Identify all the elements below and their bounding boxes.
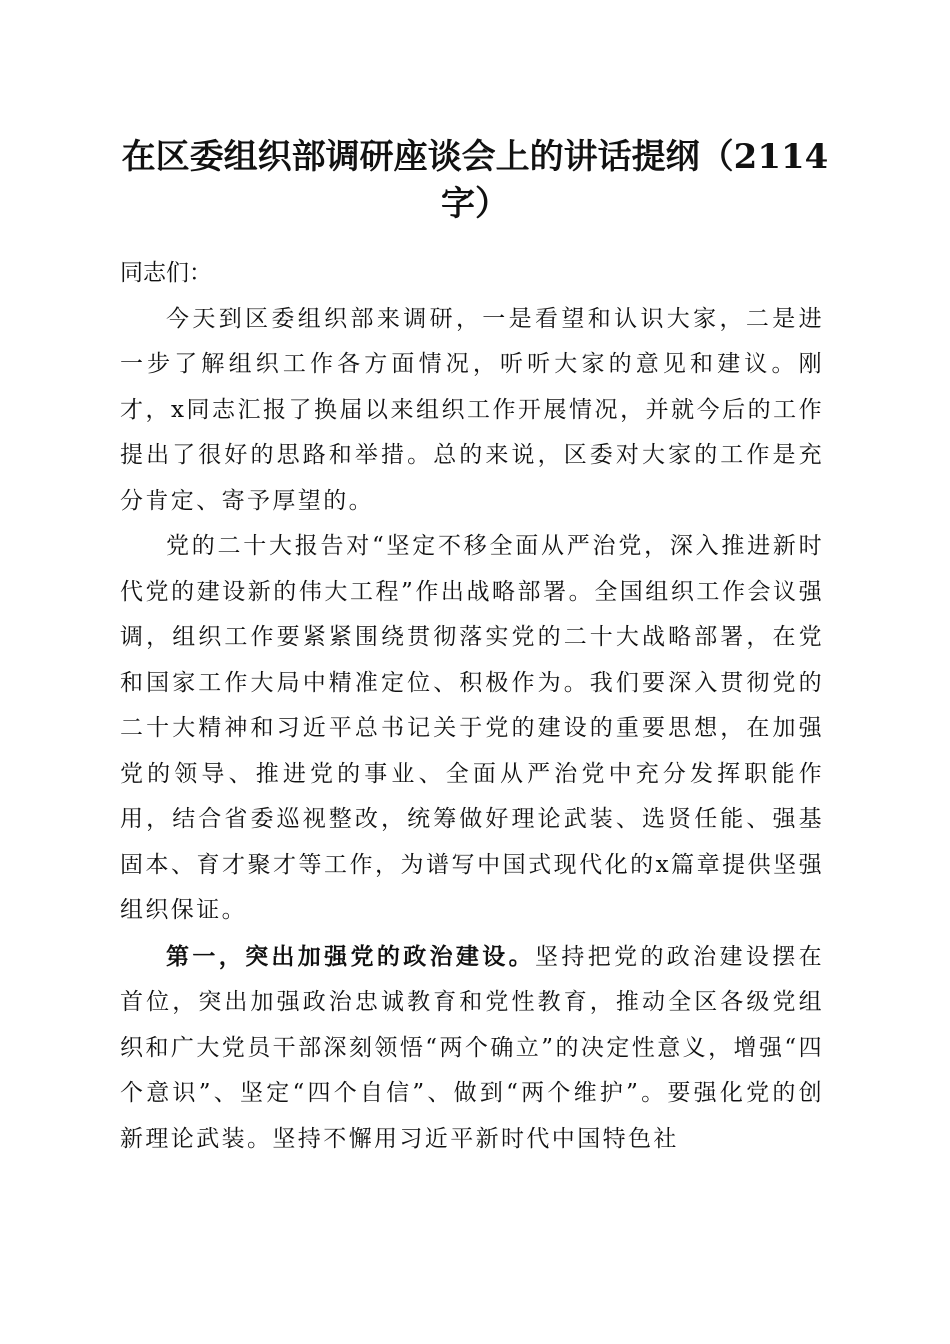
- paragraph-3-heading: 第一，突出加强党的政治建设。: [166, 942, 536, 970]
- salutation: 同志们：: [120, 260, 212, 286]
- paragraph-1: [120, 297, 824, 525]
- document-title: 在区委组织部调研座谈会上的讲话提纲（2114字）: [121, 137, 829, 224]
- paragraph-3: [120, 934, 824, 1163]
- paragraph-1-text: 今天到区委组织部来调研，一是看望和认识大家，二是进一步了解组织工作各方面情况，听听大家的意见和建议。刚才，x同志汇报了换届以来组织工作开展情况，并就今后的工作提出了很好的思路和举措。总的来说，区委对大家的工作是充分肯定、寄予厚望的。: [120, 305, 824, 514]
- paragraph-2-text: 党的二十大报告对“坚定不移全面从严治党，深入推进新时代党的建设新的伟大工程”作出战略部署。全国组织工作会议强调，组织工作要紧紧围绕贯彻落实党的二十大战略部署，在党和国家工作大局中精准定位、积极作为。我们要深入贯彻党的二十大精神和习近平总书记关于党的建设的重要思想，在加强党的领导、推进党的事业、全面从严治党中充分发挥职能作用，结合省委巡视整改，统筹做好理论武装、选贤任能、强基固本、育才聚才等工作，为谱写中国式现代化的x篇章提供坚强组织保证。: [120, 533, 824, 923]
- paragraph-3-text: 坚持把党的政治建设摆在首位，突出加强政治忠诚教育和党性教育，推动全区各级党组织和广大党员干部深刻领悟“两个确立”的决定性意义，增强“四个意识”、坚定“四个自信”、做到“两个维护”。要强化党的创新理论武装。坚持不懈用习近平新时代中国特色社: [120, 943, 824, 1152]
- document-body: [120, 251, 824, 1162]
- paragraph-2: [120, 524, 824, 934]
